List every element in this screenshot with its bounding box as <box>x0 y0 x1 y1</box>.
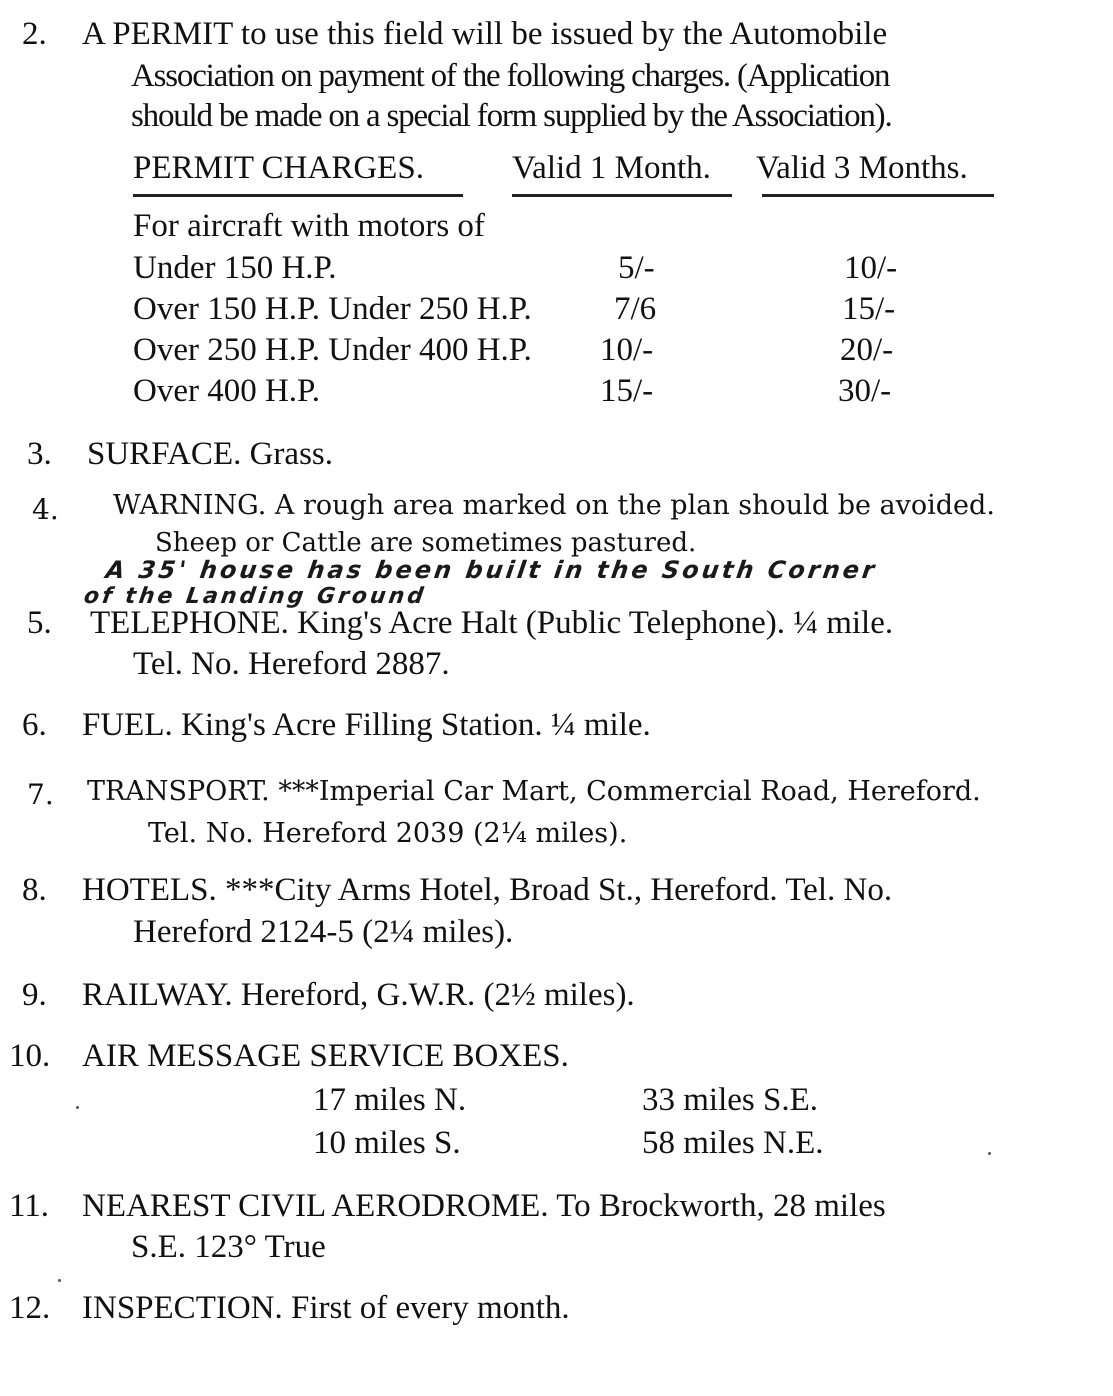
permit-line-3: should be made on a special form supplied by the Association). <box>131 98 892 134</box>
table-cell-three-months: 30/- <box>838 373 892 409</box>
air-message-title: AIR MESSAGE SERVICE BOXES. <box>82 1038 569 1074</box>
handwritten-note-line-2: of the Landing Ground <box>82 584 428 609</box>
telephone-line-2: Tel. No. Hereford 2887. <box>133 646 450 682</box>
message-box-location: 33 miles S.E. <box>642 1082 819 1118</box>
table-cell-one-month: 7/6 <box>614 291 657 327</box>
section-number: 11. <box>9 1188 50 1224</box>
handwritten-note-line-1: A 35' house has been built in the South Corner <box>104 556 879 584</box>
section-number: 3. <box>27 436 52 472</box>
scan-speck <box>988 1152 991 1155</box>
fuel-text: FUEL. King's Acre Filling Station. ¼ mile. <box>82 707 651 743</box>
section-number: 10. <box>9 1038 51 1074</box>
section-number: 6. <box>22 707 47 743</box>
table-cell-three-months: 15/- <box>842 291 896 327</box>
table-header-three-months: Valid 3 Months. <box>756 150 968 186</box>
table-header-charges: PERMIT CHARGES. <box>133 150 424 186</box>
section-number: 5. <box>27 605 52 641</box>
table-intro: For aircraft with motors of <box>133 208 485 244</box>
table-row-label: Over 150 H.P. Under 250 H.P. <box>133 291 532 327</box>
table-cell-one-month: 5/- <box>618 250 655 286</box>
permit-line-1: A PERMIT to use this field will be issued by the Automobile <box>82 16 888 52</box>
transport-line-1: TRANSPORT. ***Imperial Car Mart, Commercial Road, Hereford. <box>87 776 981 807</box>
header-underline <box>133 194 463 197</box>
section-number: 9. <box>22 977 47 1013</box>
table-row-label: Under 150 H.P. <box>133 250 337 286</box>
section-number: 2. <box>22 16 47 52</box>
message-box-location: 58 miles N.E. <box>642 1125 824 1161</box>
section-number: 12. <box>9 1290 51 1326</box>
scan-speck <box>58 1279 61 1282</box>
permit-line-2: Association on payment of the following charges. (Application <box>131 58 890 94</box>
table-row-label: Over 400 H.P. <box>133 373 320 409</box>
table-cell-one-month: 10/- <box>600 332 654 368</box>
warning-line-2: Sheep or Cattle are sometimes pastured. <box>155 528 697 558</box>
inspection-text: INSPECTION. First of every month. <box>82 1290 570 1326</box>
header-underline <box>512 194 732 197</box>
table-cell-one-month: 15/- <box>600 373 654 409</box>
scan-speck <box>76 1106 79 1109</box>
header-underline <box>762 194 994 197</box>
table-cell-three-months: 10/- <box>844 250 898 286</box>
railway-text: RAILWAY. Hereford, G.W.R. (2½ miles). <box>82 977 635 1013</box>
transport-line-2: Tel. No. Hereford 2039 (2¼ miles). <box>148 818 628 849</box>
section-number: 8. <box>22 872 47 908</box>
hotels-line-2: Hereford 2124-5 (2¼ miles). <box>133 914 514 950</box>
section-number: 7. <box>27 778 54 811</box>
message-box-location: 10 miles S. <box>313 1125 461 1161</box>
section-number: 4. <box>32 493 59 526</box>
telephone-line-1: TELEPHONE. King's Acre Halt (Public Telephone). ¼ mile. <box>90 605 894 641</box>
table-header-one-month: Valid 1 Month. <box>512 150 711 186</box>
table-cell-three-months: 20/- <box>840 332 894 368</box>
message-box-location: 17 miles N. <box>313 1082 467 1118</box>
surface-text: SURFACE. Grass. <box>87 436 334 472</box>
warning-line-1: WARNING. A rough area marked on the plan should be avoided. <box>113 490 995 521</box>
aerodrome-line-1: NEAREST CIVIL AERODROME. To Brockworth, 28 miles <box>82 1188 886 1224</box>
hotels-line-1: HOTELS. ***City Arms Hotel, Broad St., Hereford. Tel. No. <box>82 872 893 908</box>
aerodrome-line-2: S.E. 123° True <box>131 1229 326 1265</box>
table-row-label: Over 250 H.P. Under 400 H.P. <box>133 332 532 368</box>
